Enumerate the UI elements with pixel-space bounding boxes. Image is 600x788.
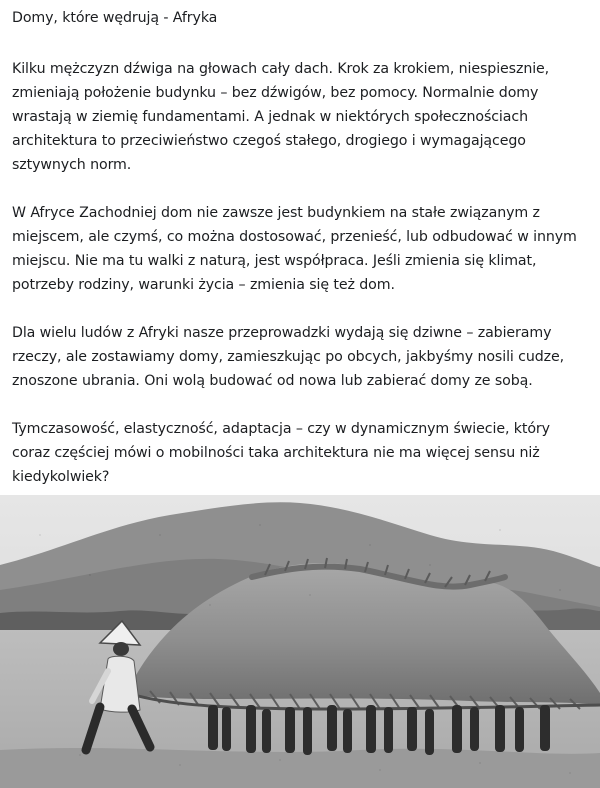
post-paragraph-4: Tymczasowość, elastyczność, adaptacja – czy w dynamicznym świecie, który coraz częściej mówi o mobilności taka architektura nie ma więcej sensu niż kiedykolwiek? [12,421,550,485]
post-title: Domy, które wędrują - Afryka [12,10,218,26]
post-paragraph-1: Kilku mężczyzn dźwiga na głowach cały dach. Krok za krokiem, niespiesznie, zmieniają położenie budynku – bez dźwigów, bez pomocy. Normalnie domy wrastają w ziemię fundamentami. A jednak w niektórych społecznościach architektura to przeciwieństwo czegoś stałego, drogiego i wymagającego sztywnych norm. [12,61,550,173]
photo-illustration [0,495,600,788]
post-paragraph-3: Dla wielu ludów z Afryki nasze przeprowadzki wydają się dziwne – zabieramy rzeczy, ale zostawiamy domy, zamieszkując po obcych, jakbyśmy nosili cudze, znoszone ubrania. Oni wolą budować od nowa lub zabierać domy ze sobą. [12,325,565,389]
post [12,0,592,485]
ground-shadow [0,748,600,788]
post-photo[interactable] [0,495,600,788]
post-paragraph-2: W Afryce Zachodniej dom nie zawsze jest budynkiem na stałe związanym z miejscem, ale czymś, co można dostosować, przenieść, lub odbudować w innym miejscu. Nie ma tu walki z naturą, jest współpraca. Jeśli zmienia się klimat, potrzeby rodziny, warunki życia – zmienia się też dom. [12,205,577,293]
